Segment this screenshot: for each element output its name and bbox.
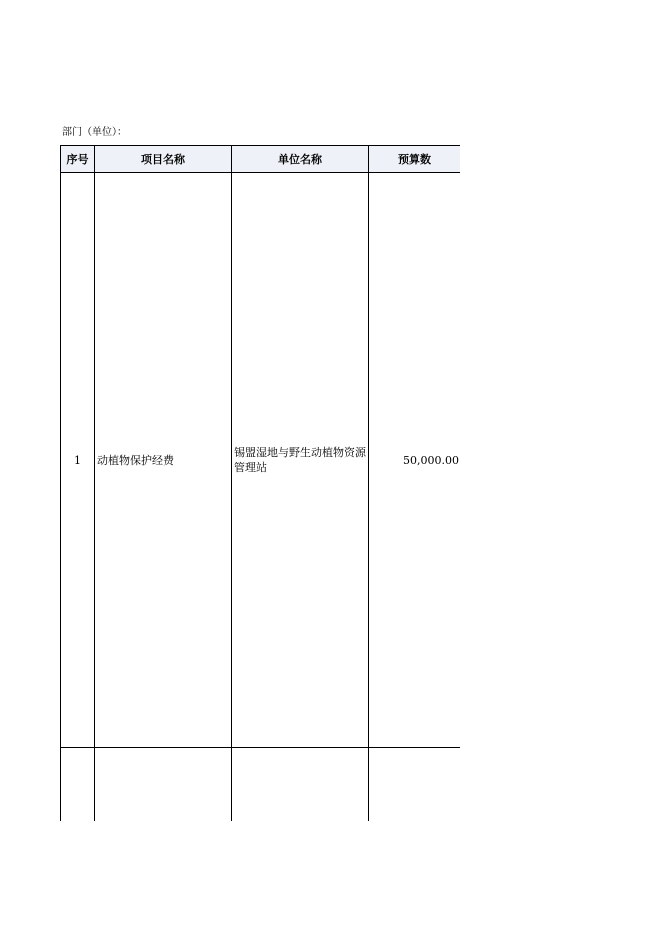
table-header-row [61, 146, 461, 173]
empty-cell [369, 748, 461, 822]
empty-cell [61, 748, 95, 822]
row-index: 1 [61, 173, 95, 748]
row-budget: 50,000.00 [369, 173, 461, 748]
table-row [61, 173, 461, 748]
empty-cell [232, 748, 369, 822]
header-index: 序号 [61, 146, 95, 173]
header-unit-name: 单位名称 [232, 146, 369, 173]
header-project-name: 项目名称 [95, 146, 232, 173]
budget-table-container [60, 145, 460, 821]
row-unit-name: 锡盟湿地与野生动植物资源管理站 [232, 173, 369, 748]
department-label: 部门（单位）： [62, 127, 127, 138]
row-project-name: 动植物保护经费 [95, 173, 232, 748]
header-budget: 预算数 [369, 146, 461, 173]
empty-cell [95, 748, 232, 822]
table-row-empty [61, 748, 461, 822]
budget-table [60, 145, 460, 821]
